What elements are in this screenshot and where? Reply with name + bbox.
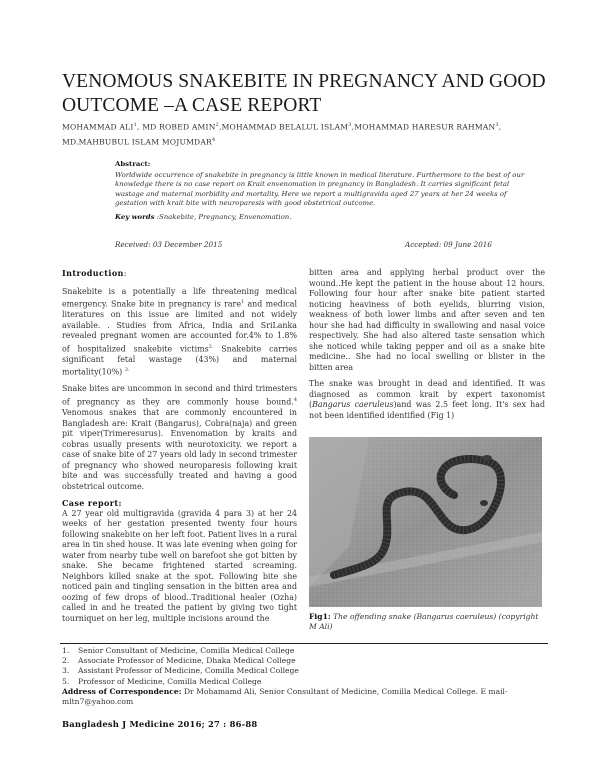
- abstract-text: Worldwide occurrence of snakebite in pregnancy is little known in medical literature. Furthermore to the best of our knowledge there is no case report on Krait envenomation in pregnancy in Bangladesh. It carries significant fetal wastage and maternal morbidity and mortality. Here we report a multigravida aged 27 years at her 24 weeks of gestation with krait bite with neuroparesis with good obstetrical outcome.: [115, 170, 525, 208]
- case-paragraph-2: The snake was brought in dead and identified. It was diagnosed as common krait by expert taxonomist (Bangarus caeruleus)and was 2.5 feet long. It's sex had not been identified identified (Fig 1): [309, 379, 545, 420]
- figure-snake-photo: [309, 437, 542, 607]
- introduction-heading: Introduction:: [62, 268, 127, 278]
- case-paragraph-1: A 27 year old multigravida (gravida 4 para 3) at her 24 weeks of her gestation presented twenty four hours following snakebite on her left foot. Patient lives in a rural area in tin shed house. It was late evening when going for water from nearby tube well on barefoot she got bitten by snake. She became frightened started screaming. Neighbors killed snake at the spot. Following bite she noticed pain and tingling sensation in the bitten area and oozing of few drops of blood..Traditional healer (Ozha) called in and he treated the patient by giving two tight tourniquet on her leg, multiple incisions around the: [62, 508, 297, 623]
- figure-caption: Fig1: The offending snake (Bangarus caeruleus) (copyright M Ali): [309, 612, 539, 631]
- intro-paragraph-2: Snake bites are uncommon in second and third trimesters of pregnancy as they are commonly house bound.$^4$ Venomous snakes that are commonly encountered in Bangladesh are: Krait (Bangarus), Cobra(naja) and green pit viper(Trimeresurus). Envenomation by kraits and cobras usually presents with neurotoxicity. we report a case of snake bite of 27 years old lady in second trimester of pregnancy who showed neuroparesis following krait bite and was successfully treated and having a good obstetrical outcome.: [62, 384, 297, 491]
- author: MD.MAHBUBUL ISLAM MOJUMDAR: [62, 137, 212, 147]
- footnote-divider: [60, 643, 548, 644]
- received-date: Received: 03 December 2015: [115, 240, 223, 249]
- journal-citation: Bangladesh J Medicine 2016; 27 : 86-88: [62, 719, 258, 729]
- snake-photo-image: [309, 437, 542, 607]
- footnote-item: 2. Associate Professor of Medicine, Dhaka Medical College: [62, 656, 296, 666]
- author: MD ROBED AMIN: [142, 122, 216, 132]
- article-title: VENOMOUS SNAKEBITE IN PREGNANCY AND GOOD OUTCOME –A CASE REPORT: [62, 71, 546, 116]
- case-report-heading: Case report:: [62, 498, 122, 508]
- footnote-item: 5. Professor of Medicine, Comilla Medical College: [62, 676, 262, 686]
- abstract-heading: Abstract:: [115, 160, 151, 168]
- author: MOHAMMAD ALI: [62, 122, 134, 132]
- footnote-item: 3. Assistant Professor of Medicine, Comilla Medical College: [62, 666, 299, 676]
- author-list: MOHAMMAD ALI$^1$, MD ROBED AMIN$^2$,MOHAMMAD BELALUL ISLAM$^3$,MOHAMMAD HARESUR RAHMAN$^3$, MD.MAHBUBUL ISLAM MOJUMDAR$^4$: [62, 122, 502, 147]
- keywords: Key words :Snakebite, Pregnancy, Envenomation.: [115, 212, 292, 221]
- right-column: [309, 268, 545, 427]
- footnote-item: 1. Senior Consultant of Medicine, Comilla Medical College: [62, 646, 295, 655]
- footnotes: [62, 646, 552, 707]
- author: MOHAMMAD BELALUL ISLAM: [221, 122, 349, 132]
- left-column: [62, 268, 297, 630]
- abstract-block: [115, 160, 525, 223]
- correspondence-address: Address of Correspondence: Dr Mohamamd Ali, Senior Consultant of Medicine, Comilla Medical College. E mail-mltn7@yahoo.com: [62, 686, 508, 707]
- intro-paragraph-1: Snakebite is a potentially a life threatening medical emergency. Snake bite in pregnancy is rare$^1$ and medical literatures on this issue are limited and not widely available. . Studies from Africa, India and SriLanka revealed pregnant women are accounted for.4% to 1.8% of hospitalized snakebite victims$^{2.}$ Snakebite carries significant fetal wastage (43%) and maternal mortality(10%) $^{3.}$: [62, 286, 297, 377]
- case-paragraph-1-cont: bitten area and applying herbal product over the wound..He kept the patient in the house about 12 hours. Following four hour after snake bite patient started noticing heaviness of both eyelids, blurring vision, weakness of both lower limbs and after seven and ten hour she had had difficulty in swallowing and nasal voice respectively. She had also altered taste sensation which she noticed while taking pepper and oil as a snake bite medicine.. She had no local swelling or blister in the bitten area: [309, 268, 545, 372]
- author: MOHAMMAD HARESUR RAHMAN: [354, 122, 496, 132]
- accepted-date: Accepted: 09 June 2016: [405, 240, 492, 249]
